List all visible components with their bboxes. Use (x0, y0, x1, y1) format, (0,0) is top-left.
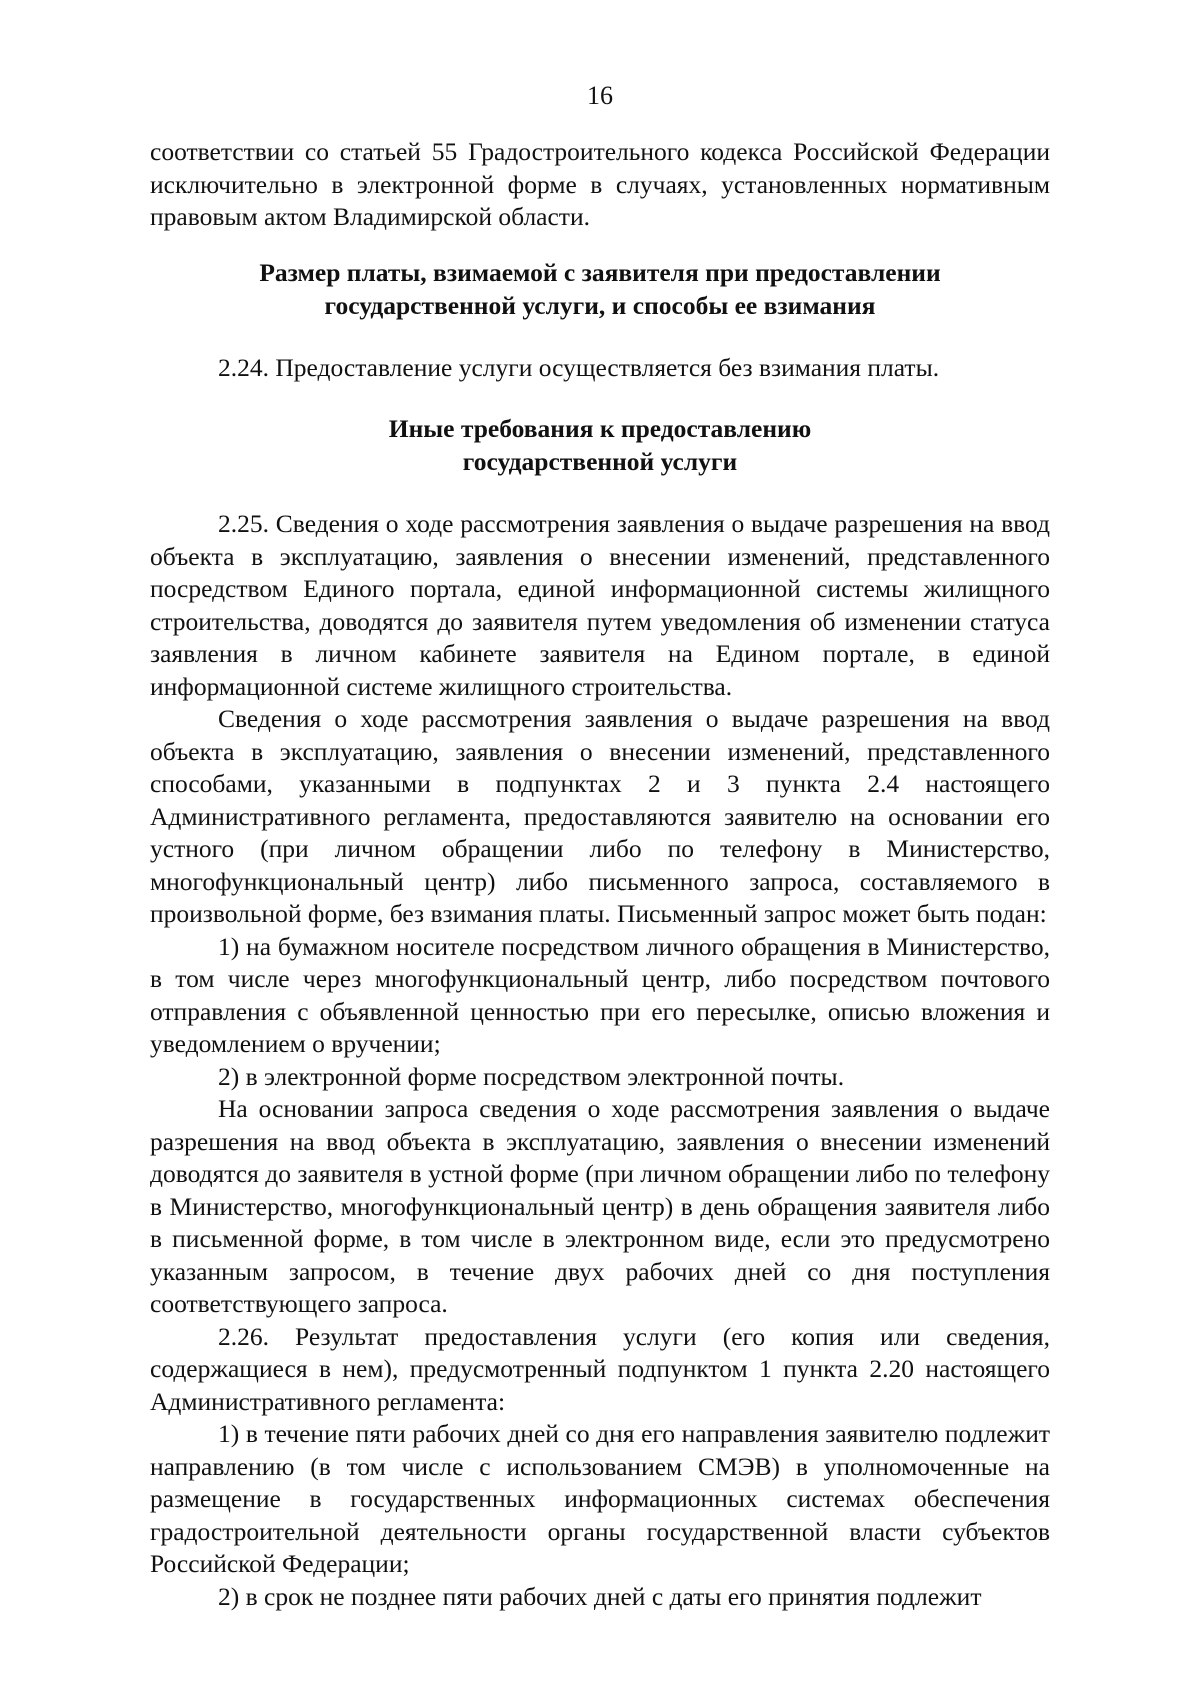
document-body (150, 136, 1050, 1613)
list-item-2-26-1: 1) в течение пяти рабочих дней со дня его направления заявителю подлежит направлению (в том числе с использованием СМЭВ) в уполномоченные на размещение в государственных информационных системах обеспечения градостроительной деятельности органы государственной власти субъектов Российской Федерации; (150, 1419, 1050, 1578)
paragraph-intro: соответствии со статьей 55 Градостроительного кодекса Российской Федерации исключительно в электронной форме в случаях, установленных нормативным правовым актом Владимирской области. (150, 137, 1050, 231)
section-heading-fee-line2: государственной услуги, и способы ее взимания (324, 290, 876, 320)
paragraph-2-26: 2.26. Результат предоставления услуги (его копия или сведения, содержащиеся в нем), предусмотренный подпунктом 1 пункта 2.20 настоящего Административного регламента: (150, 1321, 1050, 1416)
section-heading-fee-line1: Размер платы, взимаемой с заявителя при предоставлении (259, 257, 941, 287)
paragraph-2-25: 2.25. Сведения о ходе рассмотрения заявления о выдаче разрешения на ввод объекта в эксплуатацию, заявления о внесении изменений, представленного посредством Единого портала, единой информационной системы жилищного строительства, доводятся до заявителя путем уведомления об изменении статуса заявления в личном кабинете заявителя на Едином портале, в единой информационной системе жилищного строительства. (150, 509, 1050, 701)
section-heading-other-requirements (150, 412, 1050, 478)
section-heading-other-line1: Иные требования к предоставлению (388, 414, 812, 443)
list-item-2-26-2: 2) в срок не позднее пяти рабочих дней с даты его принятия подлежит (218, 1581, 982, 1611)
section-heading-fee (150, 256, 1050, 322)
section-heading-other-line2: государственной услуги (462, 447, 738, 476)
page-number: 16 (587, 81, 613, 110)
paragraph-request-basis: На основании запроса сведения о ходе рассмотрения заявления о выдаче разрешения на ввод объекта в эксплуатацию, заявления о внесении изменений доводятся до заявителя в устной форме (при личном обращении либо по телефону в Министерство, многофункциональный центр) в день обращения заявителя либо в письменной форме, в том числе в электронном виде, если это предусмотрено указанным запросом, в течение двух рабочих дней со дня поступления соответствующего запроса. (150, 1094, 1050, 1318)
paragraph-status-info: Сведения о ходе рассмотрения заявления о выдаче разрешения на ввод объекта в эксплуатацию, заявления о внесении изменений, представленного способами, указанными в подпунктах 2 и 3 пункта 2.4 настоящего Административного регламента, предоставляются заявителю на основании его устного (при личном обращении либо по телефону в Министерство, многофункциональный центр) либо письменного запроса, составляемого в произвольной форме, без взимания платы. Письменный запрос может быть подан: (150, 704, 1050, 928)
paragraph-2-24: 2.24. Предоставление услуги осуществляется без взимания платы. (218, 352, 940, 382)
list-item-paper: 1) на бумажном носителе посредством личного обращения в Министерство, в том числе через многофункциональный центр, либо посредством почтового отправления с объявленной ценностью при его пересылке, описью вложения и уведомлением о вручении; (150, 931, 1050, 1058)
list-item-electronic: 2) в электронной форме посредством электронной почты. (218, 1061, 845, 1091)
